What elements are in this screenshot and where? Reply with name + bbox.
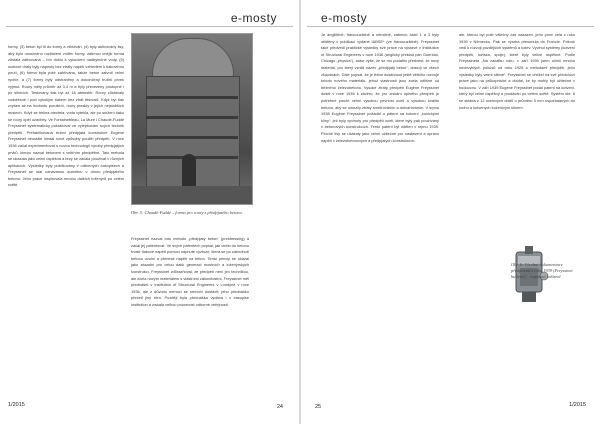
header-brand: e-mosty	[230, 11, 277, 25]
issue-label: 1/2015	[8, 402, 25, 408]
historical-photo	[131, 33, 253, 205]
header-rule	[307, 26, 594, 27]
text-column-1	[321, 32, 439, 392]
body-text: ale, kterou byl poté válečný čas nasazen, jeho první celá z roku 1939 v Německu. Pak se výroba přesunula do Francie. Pokrok vedl k rozvoji pozdějších systémů a kotev. Vyvinul systémy (kotvení předpětí, ložiska, spoje), které byly velice úspěšné. Podle Freyssineta „Na začátku roku, v září 1939 jsem učinil mnoho neobvyklých pokusů od roku 1928 s metodami předpětí, jeho výsledky byly velmi slibné“. Freyssinet se ohlížel na své předchozí práce jako na průkopnické a doufal, že by mohly být užitečné v budoucnu. V září 1939 Eugène Freyssinet podal patent na kotvení, který byl velmi úspěšný a prodáván po celém světě. Systém obr. 6 se skládá z 12 ocelových drátů o průměru 5 mm uspořádaných do kruhu a kotvených kuželovým klínem.	[459, 32, 575, 110]
text-column-2	[131, 236, 249, 396]
text-column-2	[459, 32, 575, 240]
photo-caption: Obr. 5: Chaudé-Fuddé – forma pro roury z předpjatého betonu	[131, 210, 242, 215]
header-rule	[6, 26, 293, 27]
body-text: Freyssinet nazval tuto metodu „předpjatý beton“ (prestressing) a začal jej patentovat. Ve svých patentech popsal, jak vnést do betonu trvalé tlakové napětí pomocí napnuté výztuže, která se po zatvrdnutí betonu uvolní a přenese napětí na beton. Tento princip se ukázal jako zásadní pro celou další generaci mostních a inženýrských konstrukcí. Freyssinet zdůrazňoval, že předpětí není jen technikou, ale zcela novým materiálem s vlastními zákonitostmi. Freyssinet měl přednášet v Institution of Structural Engineers v Londýně v roce 1936, ale z důvodu nemoci se nemohl dostavit; jeho přednášku přečetl jiný člen. Později byla přednáška vydána i v časopise Institution a získala velkou pozornost odborné veřejnosti.	[131, 236, 249, 307]
issue-label: 1/2015	[569, 402, 586, 408]
body-text: Je angličtině, francouzštině a němčině, zatímco části 1 a 3 byly otištěny v publikaci vydané IABSE* (ve francouzštině). Freyssinet také předvedl praktické výsledky své práce na výstavě v Institution of Structural Engineers v roce 1936 (anglický překlad pan Guentan, Chicago „physics“), autor výše, že se mu podařilo předvést, že nový materiál, pro který vznikl název „předpjatý beton“, obstojí ve všech zkouškách. Dále popsal, že je třeba dosáhnout ještě většího rozvoje tohoto nového materiálu, jehož vlastnosti jsou zcela odlišné od běžného železobetonu. Vysoké ztráty předpětí Eugène Freyssinet došel v roce 1936 k závěru, že pro získání úplného předpětí je potřebné použít velmi vysokou pevnost oceli a vysokou kvalitu betonu, aby se omezily ztráty smršťováním a dotvarováním. V srpnu 1938 Eugène Freyssinet požádal o patent na kotvení „konickými klíny“, jež byly vyvinuty pro předpětí oceli, které byly pak používány v betonových konstrukcích. Tento patent byl udělen v srpnu 1939. Ploché lisy se ukázaly jako velmi užitečné pro nastavení a úpravu napětí v železobetonových a předpjatých konstrukcích.	[321, 32, 439, 143]
tool-caption: Obr. 6: Výrobní dokumentace předpínání z roku 1939 (Freyssinet bulletin) – napínací zařízení	[511, 262, 573, 279]
text-column-1	[8, 44, 124, 394]
right-page	[301, 0, 600, 424]
left-page	[0, 0, 299, 424]
header-brand: e-mosty	[321, 11, 368, 25]
page-number: 25	[315, 404, 322, 410]
page-number: 24	[276, 404, 283, 410]
body-text: formy, (3) beton byl lit do formy a vibrován, (4) byly aktivovány lisy, aby bylo umožněno roztlačení vnitřní formy, zatímco vnější forma zůstala zafixovaná – tím došlo k vyloučení nadbytečné vody, (5) ocelové dráty byly napnuty bez ztráty napětí vzhledem k tlakovému pnutí, (6) forma byla poté zahřívána, takže beton zatvrdl velmi rychle, a (7) formy byly odstraněny a dokončený trubní prvek vyjmut. Roury měly průměr až 3,4 m a byly převezeny postupně i po silnicích. Testovány tlak byl až 18 atmosfér. Roury zůstávaly vodotěsné i pod vysokým tlakem bez ztrát těsnosti. Když byl tlak zvýšen až na hodnotu porušení, roury praskly v jejich nejslabších místech. Když se trhlina otevřela, voda vytekla, ale po snížení tlaku se roury opět uzavřely. Ve Fontainebleau, La Mure i Chaudé-Fuddé Freyssinet systematicky pokračoval ve vylepšování svých technik předpětí. Prefabrikovaná trubní předpjatá konstrukce Eugène Freyssinet neustále hledal nové způsoby použití předpětí. V roce 1936 začal experimentovat s novou technologií výroby předpjatých prvků, kterou nazval betonem s vnitřním předpětím. Tato metoda se ukázala jako velmi úspěšná a brzy se začala používat v různých aplikacích. Výsledky byly publikovány v odborných časopisech a Freyssinet se stal uznávanou autoritou v oboru předpjatého betonu. Jeho práce inspirovala mnoho dalších inženýrů po celém světě.	[8, 44, 124, 188]
